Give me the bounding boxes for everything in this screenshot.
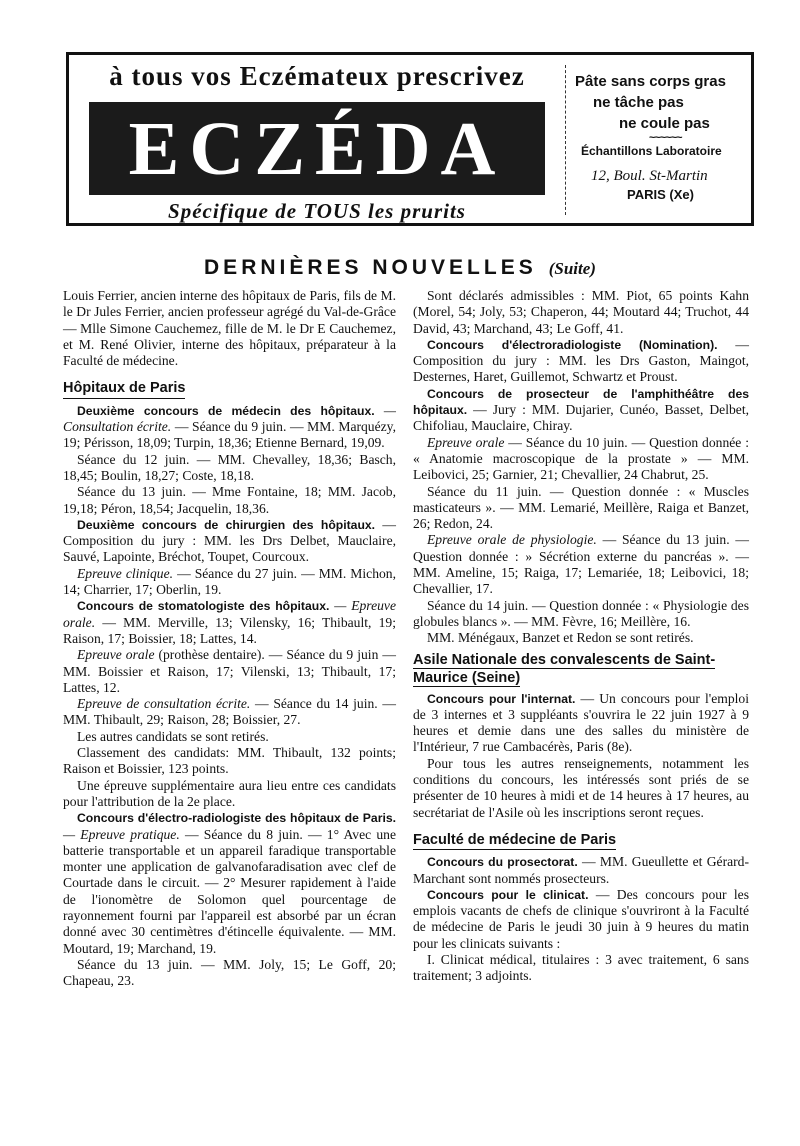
concours-heading: Concours pour l'internat.	[427, 691, 576, 706]
right-column	[413, 288, 749, 985]
ad-samples: Échantillons Laboratoire	[581, 144, 722, 158]
ad-tagline: Spécifique de TOUS les prurits	[168, 199, 466, 223]
paragraph: I. Clinicat médical, titulaires : 3 avec traitement, 6 sans traitement; 3 adjoints.	[413, 951, 749, 984]
paragraph: Concours d'électroradiologiste (Nomination). — Composition du jury : MM. les Drs Gaston, Maingot, Desternes, Haret, Guillemot, Schwartz et Proust.	[413, 336, 750, 385]
paragraph: Classement des candidats: MM. Thibault, 132 points; Raison et Boissier, 123 points.	[63, 745, 396, 777]
paragraph: Concours de stomatologiste des hôpitaux. — Epreuve orale. — MM. Merville, 13; Vilensky, 16; Thibault, 19; Raison, 17; Boissier, 18; Lattes, 14.	[63, 598, 396, 646]
paragraph: Epreuve clinique. — Séance du 27 juin. — MM. Michon, 14; Charrier, 17; Oberlin, 19.	[63, 565, 396, 598]
paragraph: Epreuve de consultation écrite. — Séance du 14 juin. — MM. Thibault, 29; Raison, 28; Boissier, 27.	[63, 696, 396, 728]
paragraph: Séance du 13 juin. — MM. Joly, 15; Le Goff, 20; Chapeau, 23.	[63, 956, 396, 989]
ad-brand-name: ECZÉDA	[128, 106, 506, 191]
ad-address: 12, Boul. St-Martin	[591, 168, 708, 184]
section-heading-asile: Asile Nationale des convalescents de Saint- Maurice (Seine)	[413, 651, 716, 686]
ad-claim-3: ne coule pas	[619, 115, 710, 132]
concours-heading: Concours de prosecteur de l'amphithéâtre des hôpitaux.	[413, 386, 749, 418]
concours-heading: Concours pour le clinicat.	[427, 887, 589, 902]
section-heading-faculte: Faculté de médecine de Paris	[413, 832, 616, 850]
paragraph: Séance du 12 juin. — MM. Chevalley, 18,36; Basch, 18,45; Boulin, 18,27; Coste, 18,18.	[63, 451, 396, 483]
page-title-suite: (Suite)	[548, 259, 596, 278]
concours-heading: Deuxième concours de médecin des hôpitaux.	[77, 403, 375, 418]
paragraph: Concours de prosecteur de l'amphithéâtre des hôpitaux. — Jury : MM. Dujarier, Cunéo, Basset, Delbet, Chifoliau, Mauclaire, Chiray.	[413, 386, 749, 434]
paragraph: Séance du 13 juin. — Mme Fontaine, 18; MM. Jacob, 19,18; Péron, 18,54; Jacquelin, 18,36.	[63, 484, 396, 516]
paragraph: Pour tous les autres renseignements, notamment les conditions du concours, les intéressés sont priés de se présenter de 10 heures à midi et de 14 heures à 17 heures, au secrétariat de l'Asile où les inscriptions seront reçues.	[413, 755, 749, 820]
concours-heading: Deuxième concours de chirurgien des hôpitaux.	[77, 517, 376, 532]
section-heading-hopitaux: Hôpitaux de Paris	[63, 380, 185, 398]
page-title-row	[0, 256, 800, 280]
concours-heading: Concours du prosectorat.	[427, 855, 578, 870]
paragraph: Concours d'électro-radiologiste des hôpitaux de Paris. — Epreuve pratique. — Séance du 8 juin. — 1° Avec une batterie transportable et un appareil faradique transportable monter une application de galvanofaradisation avec clef de Courtade dans le circuit. — 2° Mesurer rapidement à l'aide de l'ionomètre de Solomon quel pourcentage de rayonnement fourni par l'appareil est absorbé par un écran donné avec 30 centimètres d'étincelle équivalente. — MM. Moutard, 19; Marchand, 19.	[63, 811, 396, 956]
ad-left-panel	[69, 55, 565, 223]
paragraph: Deuxième concours de médecin des hôpitaux. — Consultation écrite. — Séance du 9 juin. — MM. Marquézy, 19; Périsson, 18,09; Turpin, 18,36; Etienne Bernard, 19,09.	[63, 402, 396, 451]
concours-heading: Concours de stomatologiste des hôpitaux.	[77, 599, 330, 614]
paragraph: Séance du 14 juin. — Question donnée : « Physiologie des globules blancs ». — MM. Fèvre, 16; Meillère, 16.	[413, 597, 749, 629]
paragraph: Epreuve orale de physiologie. — Séance du 13 juin. — Question donnée : » Sécrétion externe du pancréas ». — MM. Ameline, 15; Raiga, 17; Lemariée, 18; Leibovici, 18; Chevallier, 17.	[413, 532, 750, 597]
paragraph: Une épreuve supplémentaire aura lieu entre ces candidats pour l'attribution de la 2e place.	[63, 777, 396, 809]
paragraph: Deuxième concours de chirurgien des hôpitaux. — Composition du jury : MM. les Drs Delbet, Mauclaire, Sauvé, Lapointe, Bréchot, Toupet, Courcoux.	[63, 516, 396, 565]
paragraph: Concours pour le clinicat. — Des concours pour les emplois vacants de chefs de clinique s'ouvriront à la Faculté de médecine de Paris le jeudi 30 juin à 9 heures du matin pour les clinicats suivants :	[413, 886, 749, 951]
ad-city: PARIS (Xe)	[627, 187, 694, 202]
concours-heading: Concours d'électroradiologiste (Nomination).	[427, 337, 718, 352]
paragraph: Concours pour l'internat. — Un concours pour l'emploi de 3 internes et 3 suppléants s'ouvrira le 22 juin 1927 à 9 heures et demie dans une des salles du ministère de l'Intérieur, 7 rue Cambacérès, Paris (8e).	[413, 690, 749, 755]
left-column	[63, 288, 396, 989]
paragraph: Epreuve orale — Séance du 10 juin. — Question donnée : « Anatomie macroscopique de la prostate » — MM. Leibovici, 25; Garnier, 21; Chevallier, 24 Chabrut, 25.	[413, 434, 749, 483]
advertisement-box	[66, 52, 754, 226]
paragraph: Concours du prosectorat. — MM. Gueullette et Gérard-Marchant sont nommés prosecteurs.	[413, 854, 749, 886]
ad-claim-1: Pâte sans corps gras	[575, 73, 726, 90]
ad-brand-banner	[89, 102, 545, 195]
paragraph: Epreuve orale (prothèse dentaire). — Séance du 9 juin — MM. Boissier et Raison, 17; Vilenski, 13; Thibault, 17; Lattes, 12.	[63, 647, 396, 695]
paragraph: Les autres candidats se sont retirés.	[77, 728, 269, 744]
ad-claim-2: ne tâche pas	[593, 94, 684, 111]
ad-right-panel	[569, 73, 749, 202]
ad-headline: à tous vos Eczémateux prescrivez	[109, 61, 525, 91]
paragraph: Sont déclarés admissibles : MM. Piot, 65 points Kahn (Morel, 54; Joly, 53; Chaperon, 44; Moutard 44; Truchot, 44 David, 43; Marchand, 43; Le Goff, 41.	[413, 288, 749, 336]
ad-divider	[565, 65, 566, 215]
paragraph: Séance du 11 juin. — Question donnée : « Muscles masticateurs ». — MM. Lemarié, Meillère, Raiga et Banzet, 26; Redon, 24.	[413, 483, 749, 532]
paragraph: MM. Ménégaux, Banzet et Redon se sont retirés.	[427, 630, 694, 646]
intro-paragraph: Louis Ferrier, ancien interne des hôpitaux de Paris, fils de M. le Dr Jules Ferrier, ancien professeur agrégé du Val-de-Grâce — Mlle Simone Cauchemez, fille de M. le Dr E Cauchemez, et M. René Olivier, interne des hôpitaux, préparateur à la Faculté de médecine.	[63, 288, 396, 369]
concours-heading: Concours d'électro-radiologiste des hôpitaux de Paris.	[77, 811, 396, 826]
page-title: DERNIÈRES NOUVELLES	[204, 256, 537, 279]
ad-ornament: ~~~~~~	[649, 132, 682, 144]
